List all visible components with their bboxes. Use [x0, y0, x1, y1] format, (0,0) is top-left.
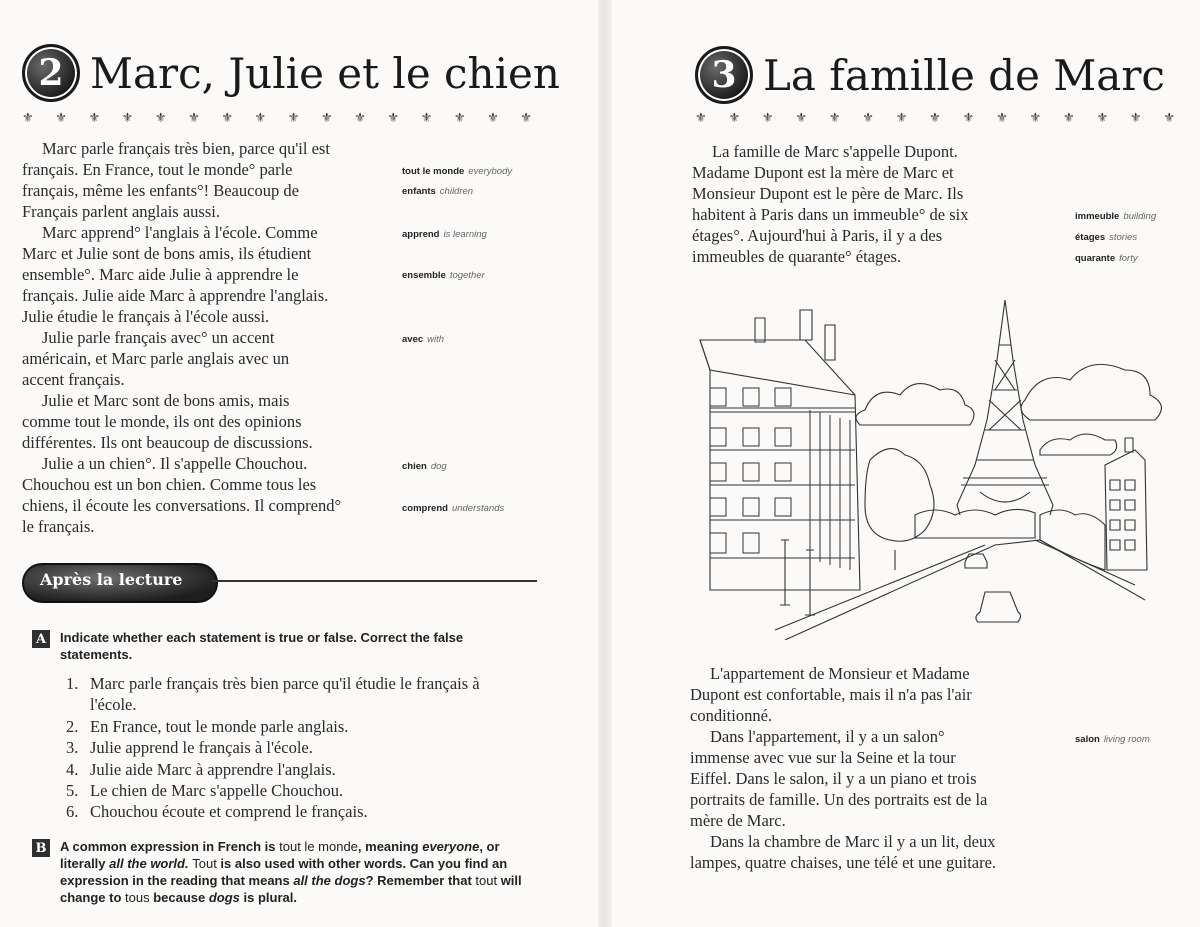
reading-line: français. Julie aide Marc à apprendre l'anglais.: [22, 286, 329, 305]
item-text: Le chien de Marc s'appelle Chouchou.: [90, 781, 344, 801]
gloss-entry: [402, 270, 485, 281]
fleur-de-lis-divider: [695, 111, 1175, 126]
car: [965, 554, 987, 568]
reading-line: étages°. Aujourd'hui à Paris, il y a des: [692, 226, 943, 245]
car: [976, 592, 1021, 622]
gloss-term: enfants: [402, 186, 436, 197]
reading-line: portraits de famille. Un des portraits est de la: [690, 790, 988, 809]
chapter-number-badge: 2: [22, 44, 80, 102]
gloss-meaning: children: [439, 186, 474, 197]
chapter-heading: [695, 46, 1165, 104]
fleur-de-lis-icon: ⚜: [55, 111, 67, 126]
list-item: [66, 759, 506, 780]
apres-la-lecture-banner: [22, 563, 537, 601]
cloud: [1021, 364, 1161, 420]
fleur-de-lis-icon: ⚜: [354, 111, 366, 126]
fleur-de-lis-icon: ⚜: [695, 111, 707, 126]
gloss-entry: [402, 186, 473, 197]
fleur-de-lis-icon: ⚜: [728, 111, 741, 126]
gloss-entry: [402, 229, 487, 240]
fleur-de-lis-icon: ⚜: [520, 111, 532, 126]
fleur-de-lis-icon: ⚜: [761, 111, 774, 126]
reading-line: comme tout le monde, ils ont des opinions: [22, 412, 302, 431]
english-term: dogs: [208, 890, 240, 905]
chapter-number-badge: 3: [695, 46, 753, 104]
gloss-term: tout le monde: [402, 166, 465, 177]
list-item: [66, 673, 506, 716]
reading-line: américain, et Marc parle anglais avec un: [22, 349, 290, 368]
instruction-text: will change to: [60, 873, 522, 905]
item-number: 4.: [66, 759, 79, 779]
reading-line: chiens, il écoute les conversations. Il comprend°: [22, 496, 342, 515]
fleur-de-lis-icon: ⚜: [420, 111, 433, 126]
gloss-meaning: everybody: [468, 166, 513, 177]
reading-line: mère de Marc.: [690, 811, 786, 830]
gloss-term: salon: [1075, 734, 1100, 745]
activity-instructions: [60, 838, 522, 906]
reading-passage: [22, 138, 392, 537]
instruction-text: ? Remember that: [365, 873, 476, 888]
reading-line: Chouchou est un bon chien. Comme tous les: [22, 475, 317, 494]
english-term: everyone: [422, 839, 480, 854]
list-item: [66, 801, 506, 822]
item-number: 5.: [66, 781, 79, 801]
list-item: [66, 780, 506, 801]
gloss-meaning: living room: [1103, 734, 1150, 745]
gloss-entry: [1075, 734, 1150, 745]
fleur-de-lis-icon: ⚜: [188, 111, 200, 126]
gloss-meaning: understands: [451, 503, 505, 514]
item-text: Julie apprend le français à l'école.: [90, 738, 313, 758]
reading-line: immense avec vue sur la Seine et la tour: [690, 748, 956, 767]
reading-passage: [690, 663, 1060, 873]
instruction-text: , or literally: [60, 839, 500, 871]
french-term: tout: [475, 873, 498, 888]
instruction-text: is also used with other words. Can you find an expression in the reading that means: [60, 856, 508, 888]
reading-line: Marc et Julie sont de bons amis, ils étudient: [22, 244, 312, 263]
gloss-meaning: stories: [1109, 232, 1138, 243]
fleur-de-lis-icon: ⚜: [996, 111, 1008, 126]
fleur-de-lis-icon: ⚜: [287, 111, 300, 126]
reading-line: Eiffel. Dans le salon, il y a un piano et trois: [690, 769, 977, 788]
fleur-de-lis-icon: ⚜: [929, 111, 941, 126]
reading-line: le français.: [22, 517, 95, 536]
item-text: Marc parle français très bien parce qu'il étudie le français à l'école.: [90, 674, 480, 715]
gloss-meaning: dog: [430, 461, 447, 472]
reading-line: Dupont est confortable, mais il n'a pas l'air: [690, 685, 972, 704]
tree: [865, 449, 934, 542]
fleur-de-lis-divider: [22, 111, 532, 126]
gloss-entry: [402, 503, 504, 514]
french-term: tous: [125, 890, 150, 905]
fleur-de-lis-icon: ⚜: [88, 111, 101, 126]
gloss-term: avec: [402, 334, 424, 345]
reading-line: accent français.: [22, 370, 125, 389]
english-term: all the world.: [109, 856, 189, 871]
fleur-de-lis-icon: ⚜: [1029, 111, 1042, 126]
item-number: 2.: [66, 716, 79, 736]
chapter-title: Marc, Julie et le chien: [90, 48, 560, 98]
reading-line: Dans l'appartement, il y a un salon°: [710, 727, 945, 746]
reading-line: ensemble°. Marc aide Julie à apprendre le: [22, 265, 299, 284]
reading-line: Marc apprend° l'anglais à l'école. Comme: [42, 223, 318, 242]
fleur-de-lis-icon: ⚜: [828, 111, 841, 126]
gloss-meaning: together: [449, 270, 485, 281]
street-lamp: [780, 540, 815, 615]
reading-line: Monsieur Dupont est le père de Marc. Ils: [692, 184, 964, 203]
fleur-de-lis-icon: ⚜: [1062, 111, 1075, 126]
reading-line: français. En France, tout le monde° parle: [22, 160, 293, 179]
gloss-term: chien: [402, 461, 427, 472]
item-text: Chouchou écoute et comprend le français.: [90, 802, 368, 822]
fleur-de-lis-icon: ⚜: [154, 111, 167, 126]
list-item: [66, 737, 506, 758]
instruction-text: , meaning: [357, 839, 423, 854]
gloss-term: apprend: [402, 229, 440, 240]
fleur-de-lis-icon: ⚜: [22, 111, 34, 126]
gloss-meaning: forty: [1119, 253, 1138, 264]
banner-label: Après la lecture: [40, 570, 183, 589]
fleur-de-lis-icon: ⚜: [254, 111, 267, 126]
english-term: all the dogs: [293, 873, 366, 888]
reading-line: Julie et Marc sont de bons amis, mais: [42, 391, 290, 410]
banner-rule: [212, 580, 537, 582]
item-number: 6.: [66, 802, 79, 822]
statement-list: [66, 673, 506, 823]
cloud: [1040, 434, 1117, 455]
gloss-entry: [1075, 211, 1156, 222]
gloss-term: étages: [1075, 232, 1106, 243]
item-number: 1.: [66, 674, 79, 693]
instruction-text: because: [149, 890, 209, 905]
chapter-heading: [22, 44, 560, 102]
list-item: [66, 716, 506, 737]
reading-line: Marc parle français très bien, parce qu'il est: [42, 139, 330, 158]
chapter-title: La famille de Marc: [763, 50, 1165, 100]
item-number: 3.: [66, 738, 79, 758]
fleur-de-lis-icon: ⚜: [1163, 111, 1175, 126]
gloss-entry: [402, 334, 444, 345]
reading-line: L'appartement de Monsieur et Madame: [710, 664, 970, 683]
reading-line: français, même les enfants°! Beaucoup de: [22, 181, 299, 200]
french-term: Tout: [192, 856, 217, 871]
reading-line: Français parlent anglais aussi.: [22, 202, 220, 221]
fleur-de-lis-icon: ⚜: [795, 111, 808, 126]
gloss-term: ensemble: [402, 270, 446, 281]
instruction-text: is plural.: [239, 890, 297, 905]
paris-street-illustration: [695, 300, 1190, 640]
reading-line: Julie étudie le français à l'école aussi.: [22, 307, 270, 326]
reading-line: habitent à Paris dans un immeuble° de six: [692, 205, 969, 224]
fleur-de-lis-icon: ⚜: [895, 111, 908, 126]
reading-line: lampes, quatre chaises, une télé et une guitare.: [690, 853, 997, 872]
fleur-de-lis-icon: ⚜: [1129, 111, 1142, 126]
gloss-term: comprend: [402, 503, 448, 514]
fleur-de-lis-icon: ⚜: [121, 111, 134, 126]
reading-line: La famille de Marc s'appelle Dupont.: [712, 142, 958, 161]
activity-instructions: Indicate whether each statement is true or false. Correct the false statements.: [60, 630, 464, 662]
gloss-term: immeuble: [1075, 211, 1120, 222]
gloss-entry: [1075, 232, 1137, 243]
gloss-meaning: building: [1123, 211, 1157, 222]
activity-letter-badge: B: [32, 839, 50, 857]
gloss-meaning: with: [427, 334, 445, 345]
gloss-term: quarante: [1075, 253, 1116, 264]
fleur-de-lis-icon: ⚜: [320, 111, 333, 126]
gloss-entry: [1075, 253, 1138, 264]
activity-letter-badge: A: [32, 630, 50, 648]
activity-b: [32, 838, 522, 906]
reading-line: Madame Dupont est la mère de Marc et: [692, 163, 954, 182]
reading-line: conditionné.: [690, 706, 773, 725]
reading-line: Dans la chambre de Marc il y a un lit, deux: [710, 832, 996, 851]
fleur-de-lis-icon: ⚜: [453, 111, 466, 126]
item-text: En France, tout le monde parle anglais.: [90, 716, 349, 736]
fleur-de-lis-icon: ⚜: [862, 111, 874, 126]
fleur-de-lis-icon: ⚜: [487, 111, 499, 126]
fleur-de-lis-icon: ⚜: [1096, 111, 1109, 126]
eiffel-tower: [957, 300, 1053, 515]
fleur-de-lis-icon: ⚜: [387, 111, 400, 126]
tree-row: [1040, 510, 1105, 570]
reading-line: Julie parle français avec° un accent: [42, 328, 275, 347]
gloss-entry: [402, 461, 447, 472]
reading-line: différentes. Ils ont beaucoup de discussions.: [22, 433, 313, 452]
fleur-de-lis-icon: ⚜: [962, 111, 975, 126]
french-term: tout le monde: [279, 839, 358, 854]
activity-a: [32, 629, 512, 663]
gloss-entry: [402, 166, 512, 177]
reading-line: Julie a un chien°. Il s'appelle Chouchou.: [42, 454, 308, 473]
cloud: [856, 384, 974, 425]
instruction-text: A common expression in French is: [60, 839, 280, 854]
reading-passage: [692, 141, 1052, 267]
fleur-de-lis-icon: ⚜: [221, 111, 233, 126]
reading-line: immeubles de quarante° étages.: [692, 247, 902, 266]
gloss-meaning: is learning: [443, 229, 487, 240]
windows: [710, 388, 850, 570]
item-text: Julie aide Marc à apprendre l'anglais.: [90, 759, 336, 779]
